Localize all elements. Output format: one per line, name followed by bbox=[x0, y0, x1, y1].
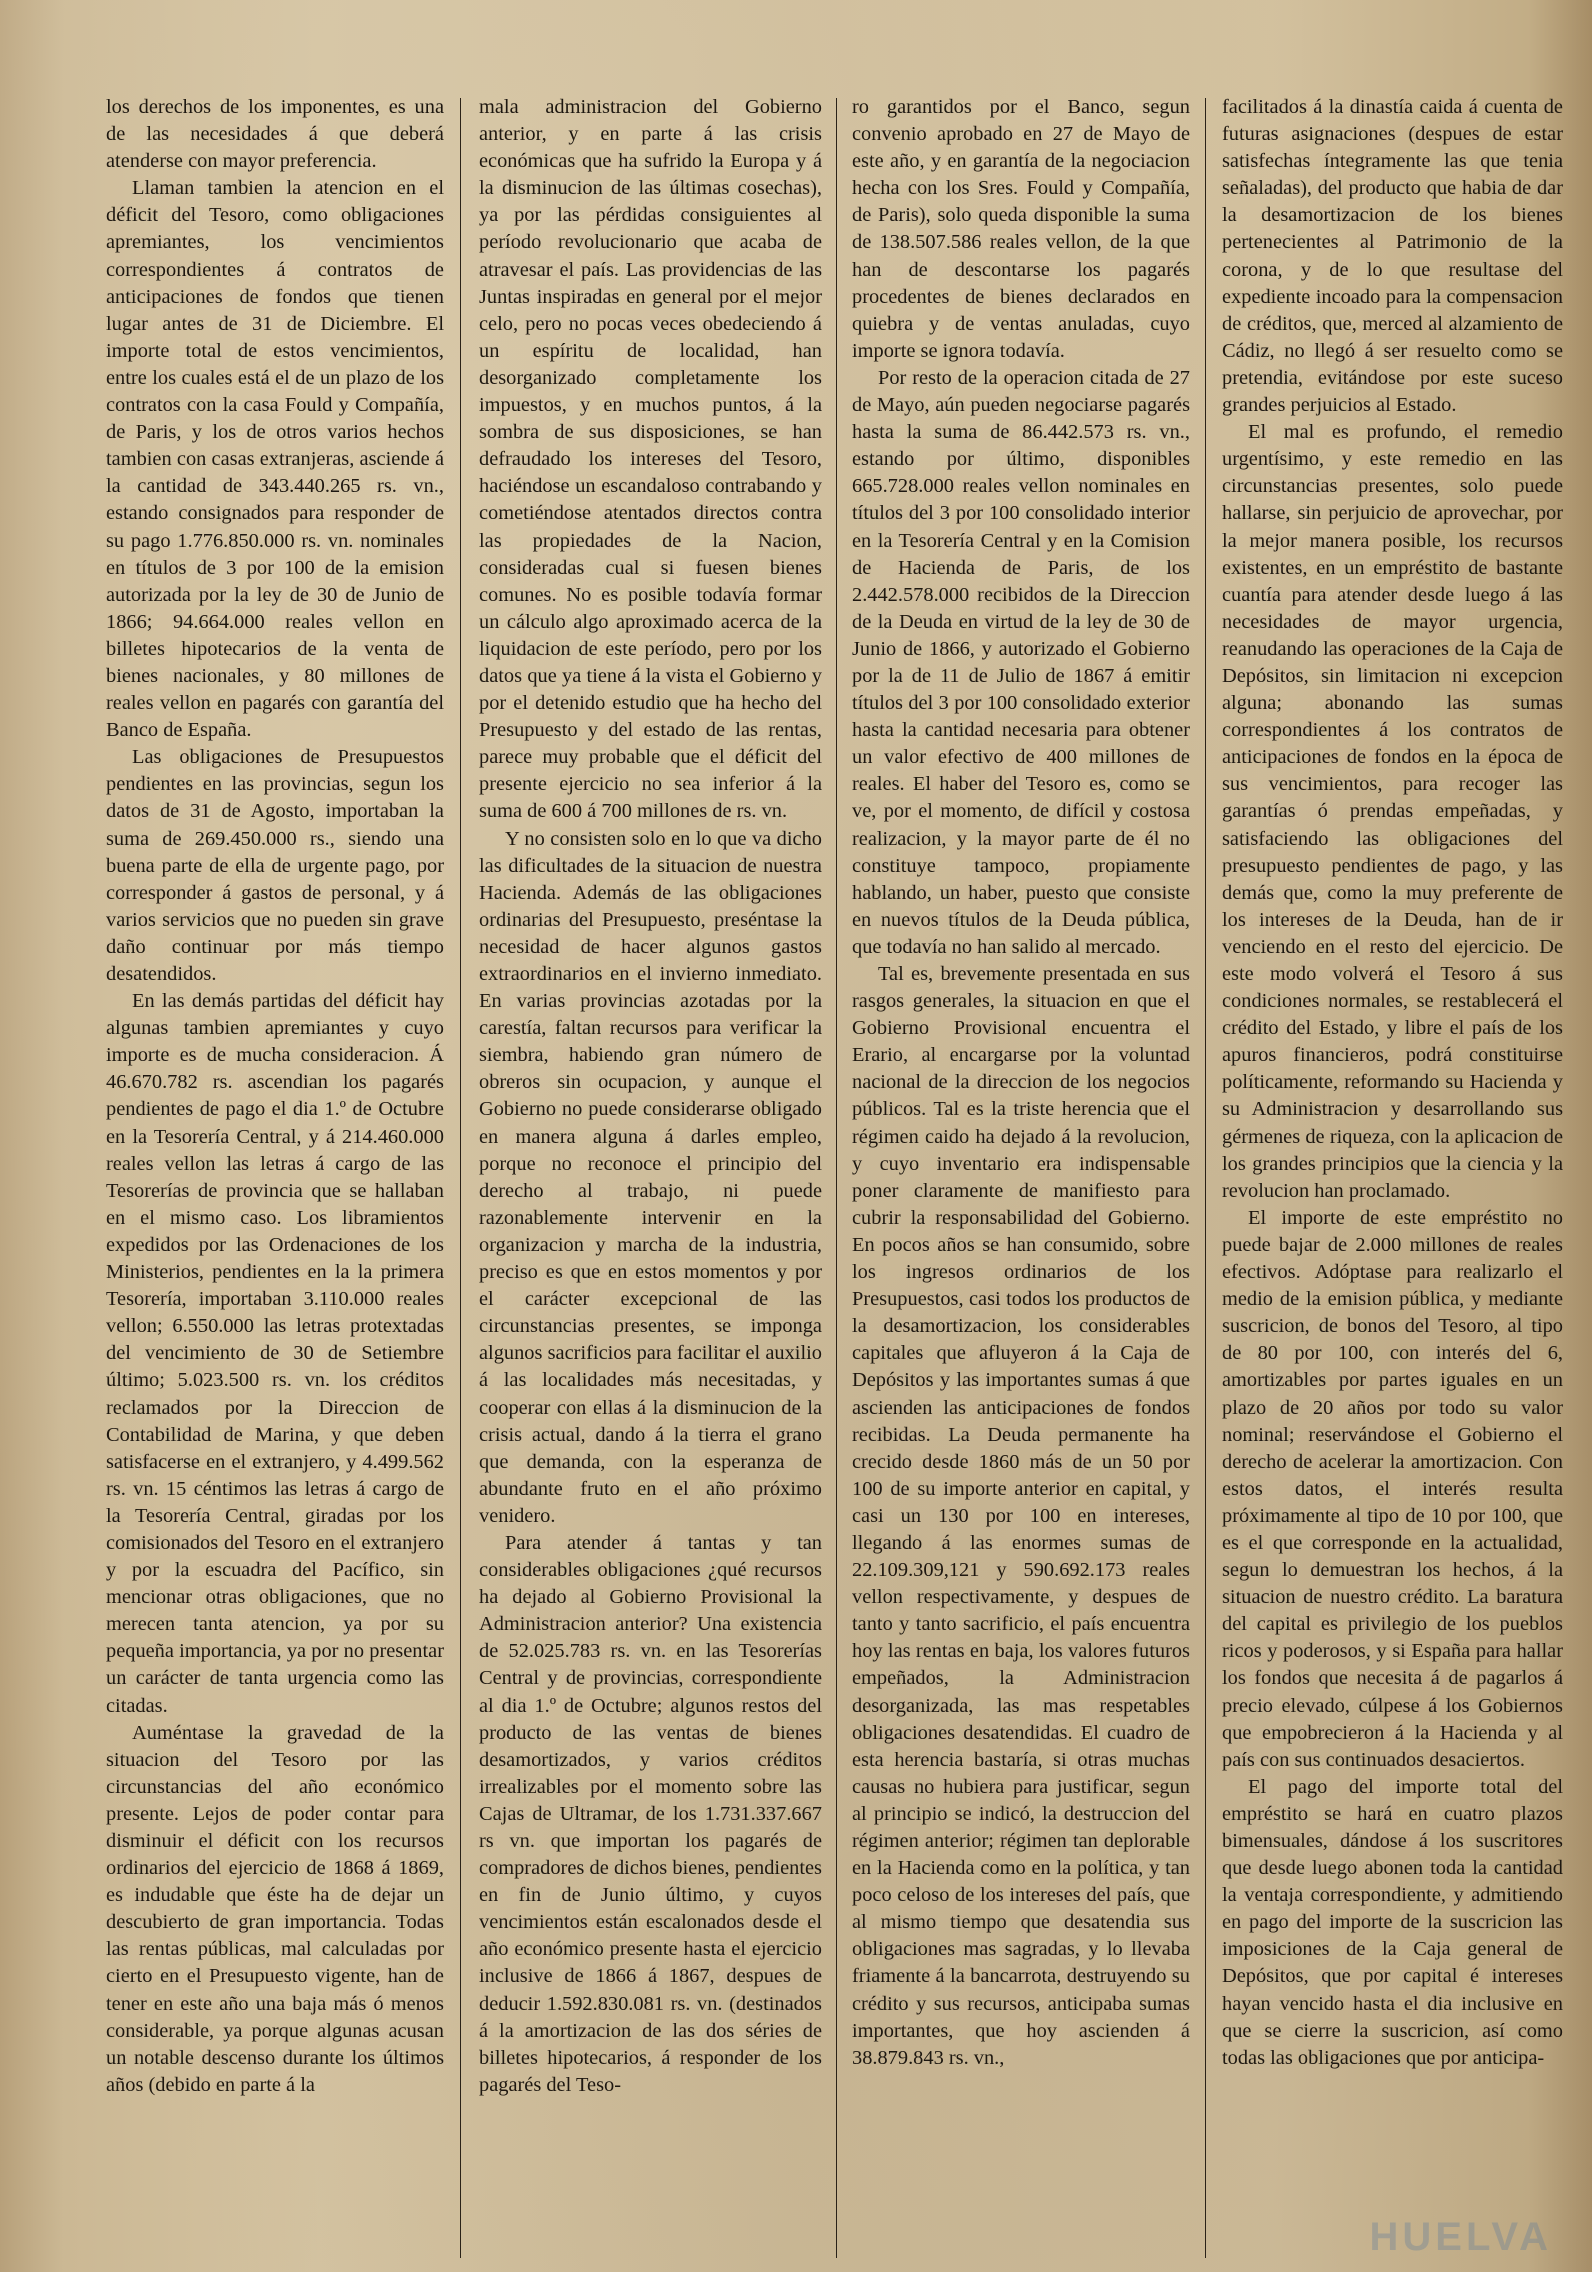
paragraph: Tal es, brevemente presentada en sus rasgos generales, la situacion en que el Gobierno Provisional encuentra el Erario, al encargarse por la voluntad nacional de la direccion de los negocios públicos. Tal es la triste herencia que el régimen caido ha dejado á la revolucion, y cuyo inventario era indispensable poner claramente de manifiesto para cubrir la responsabilidad del Gobierno. En pocos años se han consumido, sobre los ingresos ordinarios de los Presupuestos, casi todos los productos de la desamortizacion, los considerables capitales que afluyeron á la Caja de Depósitos y las importantes sumas á que ascienden las anticipaciones de fondos recibidas. La Deuda permanente ha crecido desde 1860 más de un 50 por 100 de su importe anterior en capital, y casi un 130 por 100 en intereses, llegando á las enormes sumas de 22.109.309,121 y 590.692.173 reales vellon respectivamente, y despues de tanto y tanto sacrificio, el país encuentra hoy las rentas en baja, los valores futuros empeñados, la Administracion desorganizada, las mas respetables obligaciones desatendidas. El cuadro de esta herencia bastaría, si otras muchas causas no hubiera para justificar, segun al principio se indicó, la destruccion del régimen anterior; régimen tan deplorable en la Hacienda como en la política, y tan poco celoso de los intereses del país, que al mismo tiempo que desatendia sus obligaciones mas sagradas, y lo llevaba friamente á la bancarrota, destruyendo su crédito y sus recursos, anticipaba sumas importantes, que hoy ascienden á 38.879.843 rs. vn., bbox=[852, 963, 1190, 2069]
paragraph: facilitados á la dinastía caida á cuenta de futuras asignaciones (despues de estar satisfechas íntegramente las que tenia señaladas), del producto que habia de dar la desamortizacion de los bienes pertenecientes al Patrimonio de la corona, y de lo que resultase del expediente incoado para la compensacion de créditos, que, merced al alzamiento de Cádiz, no llegó á ser resuelto como se pretendia, evitándose por este suceso grandes perjuicios al Estado. bbox=[1222, 96, 1563, 417]
paragraph: El mal es profundo, el remedio urgentísimo, y este remedio en las circunstancias presentes, solo puede hallarse, sin perjuicio de aprovechar, por la mejor manera posible, los recursos existentes, en un empréstito de bastante cuantía para atender desde luego á las necesidades de mayor urgencia, reanudando las operaciones de la Caja de Depósitos, sin limitacion ni excepcion alguna; abonando las sumas correspondientes á los contratos de anticipaciones de fondos en la época de sus vencimientos, para recoger las garantías ó prendas empeñadas, y satisfaciendo las obligaciones del presupuesto pendientes de pago, y las demás que, como la muy preferente de los intereses de la Deuda, han de ir venciendo en el resto del ejercicio. De este modo volverá el Tesoro á sus condiciones normales, se restablecerá el crédito del Estado, y libre el país de los apuros financieros, podrá constituirse políticamente, reformando su Hacienda y su Administracion y desarrollando sus gérmenes de riqueza, con la aplicacion de los grandes principios que la ciencia y la revolucion han proclamado. bbox=[1222, 421, 1563, 1202]
paragraph: En las demás partidas del déficit hay algunas tambien apremiantes y cuyo importe es de mucha consideracion. Á 46.670.782 rs. ascendian los pagarés pendientes de pago el dia 1.º de Octubre en la Tesorería Central, y á 214.460.000 reales vellon las letras á cargo de las Tesorerías de provincia que se hallaban en el mismo caso. Los libramientos expedidos por las Ordenaciones de los Ministerios, pendientes en la la primera Tesorería, importaban 3.110.000 reales vellon; 6.550.000 las letras protextadas del vencimiento de 30 de Setiembre último; 5.023.500 rs. vn. los créditos reclamados por la Direccion de Contabilidad de Marina, y que deben satisfacerse en el extranjero, y 4.499.562 rs. vn. 15 céntimos las letras á cargo de la Tesorería Central, giradas por los comisionados del Tesoro en el extranjero y por la escuadra del Pacífico, sin mencionar otras obligaciones, que no merecen tanta atencion, ya por su pequeña importancia, ya por no presentar un carácter de tanta urgencia como las citadas. bbox=[106, 990, 444, 1717]
paragraph: Por resto de la operacion citada de 27 de Mayo, aún pueden negociarse pagarés hasta la suma de 86.442.573 rs. vn., estando por último, disponibles 665.728.000 reales vellon nominales en títulos del 3 por 100 consolidado interior en la Tesorería Central y en la Comision de Hacienda de Paris, de los 2.442.578.000 recibidos de la Direccion de la Deuda en virtud de la ley de 30 de Junio de 1866, y autorizado el Gobierno por la de 11 de Julio de 1867 á emitir títulos del 3 por 100 consolidado exterior hasta la cantidad necesaria para obtener un valor efectivo de 400 millones de reales. El haber del Tesoro es, como se ve, por el momento, de difícil y costosa realizacion, y la mayor parte de él no constituye tampoco, propiamente hablando, un haber, puesto que consiste en nuevos títulos de la Deuda pública, que todavía no han salido al mercado. bbox=[852, 366, 1190, 958]
text-column-3 bbox=[852, 94, 1190, 2259]
text-column-2 bbox=[479, 94, 822, 2259]
paragraph: Y no consisten solo en lo que va dicho las dificultades de la situacion de nuestra Hacienda. Además de las obligaciones ordinarias del Presupuesto, preséntase la necesidad de hacer algunos gastos extraordinarios en el invierno inmediato. En varias provincias azotadas por la carestía, faltan recursos para verificar la siembra, habiendo gran número de obreros sin ocupacion, y aunque el Gobierno no puede considerarse obligado en manera alguna á darles empleo, porque no reconoce el principio del derecho al trabajo, ni puede razonablemente intervenir en la organizacion y marcha de la industria, preciso es que en estos momentos y por el carácter excepcional de las circunstancias presentes, se imponga algunos sacrificios para facilitar el auxilio á las localidades más necesitadas, y cooperar con ellas á la disminucion de la crisis actual, dando á la tierra el grano que demanda, con la esperanza de abundante fruto en el año próximo venidero. bbox=[479, 827, 822, 1527]
archive-watermark: HUELVA bbox=[1369, 2215, 1552, 2259]
paragraph: ro garantidos por el Banco, segun convenio aprobado en 27 de Mayo de este año, y en garantía de la negociacion hecha con los Sres. Fould y Compañía, de Paris), solo queda disponible la suma de 138.507.586 reales vellon, de la que han de descontarse los pagarés procedentes de bienes declarados en quiebra y de ventas anuladas, cuyo importe se ignora todavía. bbox=[852, 96, 1190, 362]
paragraph: los derechos de los imponentes, es una de las necesidades á que deberá atenderse con mayor preferencia. bbox=[106, 96, 444, 173]
column-rule bbox=[1205, 98, 1206, 2258]
paragraph: Llaman tambien la atencion en el déficit del Tesoro, como obligaciones apremiantes, los vencimientos correspondientes á contratos de anticipaciones de fondos que tienen lugar antes de 31 de Diciembre. El importe total de estos vencimientos, entre los cuales está el de un plazo de los contratos con la casa Fould y Compañía, de Paris, y los de otros varios hechos tambien con casas extranjeras, asciende á la cantidad de 343.440.265 rs. vn., estando consignados para responder de su pago 1.776.850.000 rs. vn. nominales en títulos de 3 por 100 de la emision autorizada por la ley de 30 de Junio de 1866; 94.664.000 reales vellon en billetes hipotecarios de la venta de bienes nacionales, y 80 millones de reales vellon en pagarés con garantía del Banco de España. bbox=[106, 177, 444, 742]
column-rule bbox=[460, 98, 461, 2258]
column-rule bbox=[836, 98, 837, 2258]
paragraph: El importe de este empréstito no puede bajar de 2.000 millones de reales efectivos. Adóptase para realizarlo el medio de la emision pública, y mediante suscricion, de bonos del Tesoro, al tipo de 80 por 100, con interés del 6, amortizables por partes iguales en un plazo de 20 años por todo su valor nominal; reservándose el Gobierno el derecho de acelerar la amortizacion. Con estos datos, el interés resulta próximamente al tipo de 10 por 100, que es el que corresponde en la actualidad, segun lo demuestran los hechos, á la situacion de nuestro crédito. La baratura del capital es privilegio de los pueblos ricos y poderosos, y si España para hallar los fondos que necesita á de pagarlos á precio elevado, cúlpese á los Gobiernos que empobrecieron á la Hacienda y al país con sus continuados desaciertos. bbox=[1222, 1206, 1563, 1771]
text-column-1 bbox=[106, 94, 444, 2259]
text-column-4 bbox=[1222, 94, 1563, 2259]
paragraph: Las obligaciones de Presupuestos pendientes en las provincias, segun los datos de 31 de Agosto, importaban la suma de 269.450.000 rs., siendo una buena parte de ella de urgente pago, por corresponder á gastos de personal, y á varios servicios que no pueden sin grave daño continuar por más tiempo desatendidos. bbox=[106, 746, 444, 985]
paragraph: mala administracion del Gobierno anterior, y en parte á las crisis económicas que ha sufrido la Europa y á la disminucion de las últimas cosechas), ya por las pérdidas consiguientes al período revolucionario que acaba de atravesar el país. Las providencias de las Juntas inspiradas en general por el mejor celo, pero no pocas veces obedeciendo á un espíritu de localidad, han desorganizado completamente los impuestos, y en muchos puntos, á la sombra de sus disposiciones, se han defraudado los intereses del Tesoro, haciéndose un escandaloso contrabando y cometiéndose atentados directos contra las propiedades de la Nacion, consideradas cual si fuesen bienes comunes. No es posible todavía formar un cálculo algo aproximado acerca de la liquidacion de este período, pero por los datos que ya tiene á la vista el Gobierno y por el detenido estudio que ha hecho del Presupuesto y del estado de las rentas, parece muy probable que el déficit del presente ejercicio no sea inferior á la suma de 600 á 700 millones de rs. vn. bbox=[479, 96, 822, 823]
paragraph: El pago del importe total del empréstito se hará en cuatro plazos bimensuales, dándose á los suscritores que desde luego abonen toda la cantidad la ventaja correspondiente, y admitiendo en pago del importe de la suscricion las imposiciones de la Caja general de Depósitos, que por capital é intereses hayan vencido hasta el dia inclusive en que se cierre la suscricion, así como todas las obligaciones que por anticipa- bbox=[1222, 1775, 1563, 2069]
paragraph: Auméntase la gravedad de la situacion del Tesoro por las circunstancias del año económico presente. Lejos de poder contar para disminuir el déficit con los recursos ordinarios del ejercicio de 1868 á 1869, es indudable que éste ha de dejar un descubierto de gran importancia. Todas las rentas públicas, mal calculadas por cierto en el Presupuesto vigente, han de tener en este año una baja más ó menos considerable, ya porque algunas acusan un notable descenso durante los últimos años (debido en parte á la bbox=[106, 1721, 444, 2096]
paragraph: Para atender á tantas y tan considerables obligaciones ¿qué recursos ha dejado al Gobierno Provisional la Administracion anterior? Una existencia de 52.025.783 rs. vn. en las Tesorerías Central y de provincias, correspondiente al dia 1.º de Octubre; algunos restos del producto de las ventas de bienes desamortizados, y varios créditos irrealizables por el momento sobre las Cajas de Ultramar, de los 1.731.337.667 rs vn. que importan los pagarés de compradores de dichos bienes, pendientes en fin de Junio último, y cuyos vencimientos están escalonados desde el año económico presente hasta el ejercicio inclusive de 1866 á 1867, despues de deducir 1.592.830.081 rs. vn. (destinados á la amortizacion de las dos séries de billetes hipotecarios, á responder de los pagarés del Teso- bbox=[479, 1531, 822, 2096]
